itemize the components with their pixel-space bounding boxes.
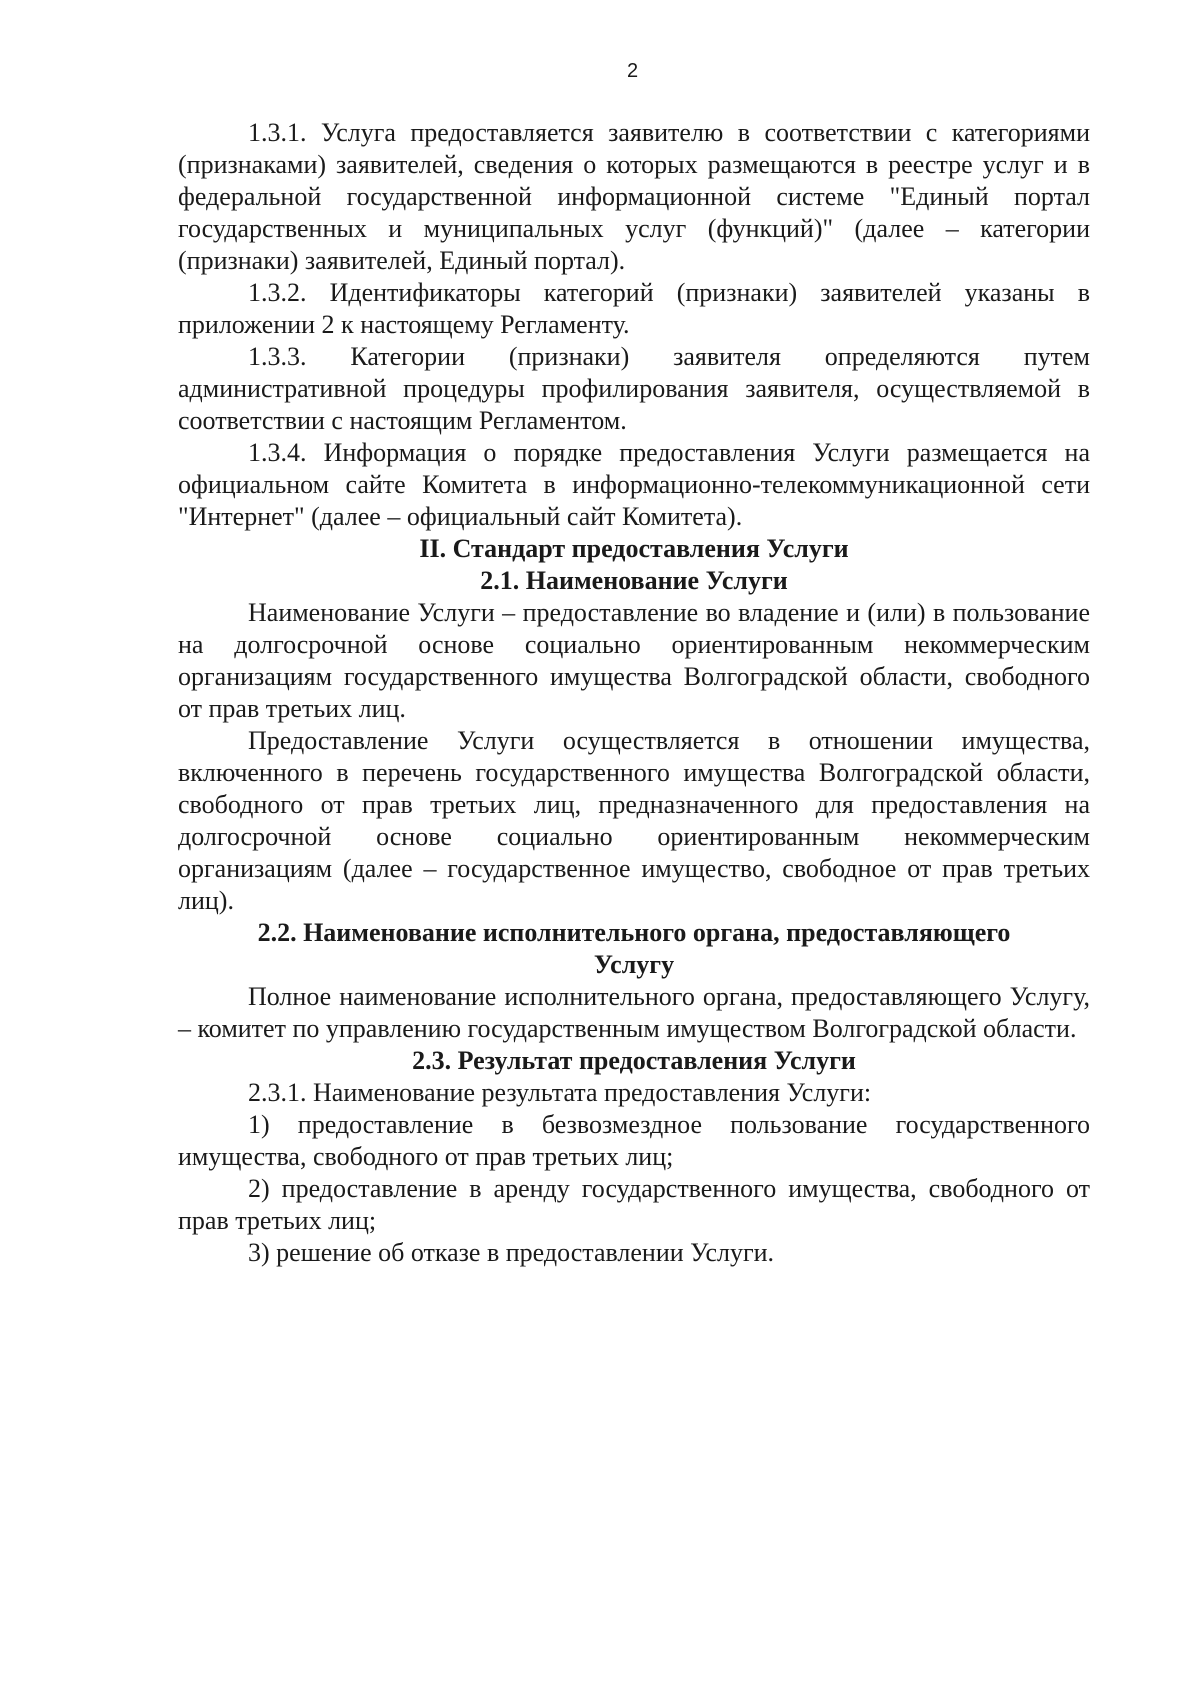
section-2-1-title: 2.1. Наименование Услуги [480, 566, 788, 595]
section-1-3 [178, 117, 1090, 533]
paragraph-1-3-2: 1.3.2. Идентификаторы категорий (признаки) заявителей указаны в приложении 2 к настоящему Регламенту. [178, 278, 1090, 339]
list-item-result-3: 3) решение об отказе в предоставлении Услуги. [248, 1238, 775, 1267]
paragraph-2-3-1: 2.3.1. Наименование результата предоставления Услуги: [248, 1078, 872, 1107]
list-item-result-1: 1) предоставление в безвозмездное пользование государственного имущества, свободного от прав третьих лиц; [178, 1110, 1090, 1171]
paragraph-1-3-1: 1.3.1. Услуга предоставляется заявителю в соответствии с категориями (признаками) заявителей, сведения о которых размещаются в реестре услуг и в федеральной государственной информационной системе "Единый портал государственных и муниципальных услуг (функций)" (далее – категории (признаки) заявителей, Единый портал). [178, 118, 1090, 275]
section-2-2-title-line2: Услугу [593, 950, 675, 979]
paragraph-1-3-4: 1.3.4. Информация о порядке предоставления Услуги размещается на официальном сайте Комитета в информационно-телекоммуникационной сети "Интернет" (далее – официальный сайт Комитета). [178, 438, 1090, 531]
section-2-3 [178, 1045, 1090, 1269]
paragraph-1-3-3: 1.3.3. Категории (признаки) заявителя определяются путем административной процедуры профилирования заявителя, осуществляемой в соответствии с настоящим Регламентом. [178, 342, 1090, 435]
paragraph-2-2: Полное наименование исполнительного органа, предоставляющего Услугу, – комитет по управлению государственным имуществом Волгоградской области. [178, 982, 1090, 1043]
section-2-2 [178, 917, 1090, 1045]
paragraph-2-1-scope: Предоставление Услуги осуществляется в отношении имущества, включенного в перечень государственного имущества Волгоградской области, свободного от прав третьих лиц, предназначенного для предоставления на долгосрочной основе социально ориентированным некоммерческим организациям (далее – государственное имущество, свободное от прав третьих лиц). [178, 726, 1090, 915]
section-2 [178, 533, 1090, 917]
section-2-3-title: 2.3. Результат предоставления Услуги [412, 1046, 856, 1075]
section-2-2-title-line1: 2.2. Наименование исполнительного органа, предоставляющего [257, 918, 1011, 947]
list-item-result-2: 2) предоставление в аренду государственного имущества, свободного от прав третьих лиц; [178, 1174, 1090, 1235]
section-2-title: II. Стандарт предоставления Услуги [419, 534, 849, 563]
paragraph-2-1-name: Наименование Услуги – предоставление во владение и (или) в пользование на долгосрочной основе социально ориентированным некоммерческим организациям государственного имущества Волгоградской области, свободного от прав третьих лиц. [178, 598, 1090, 723]
page-number: 2 [626, 60, 639, 82]
document-body [178, 117, 1090, 1269]
